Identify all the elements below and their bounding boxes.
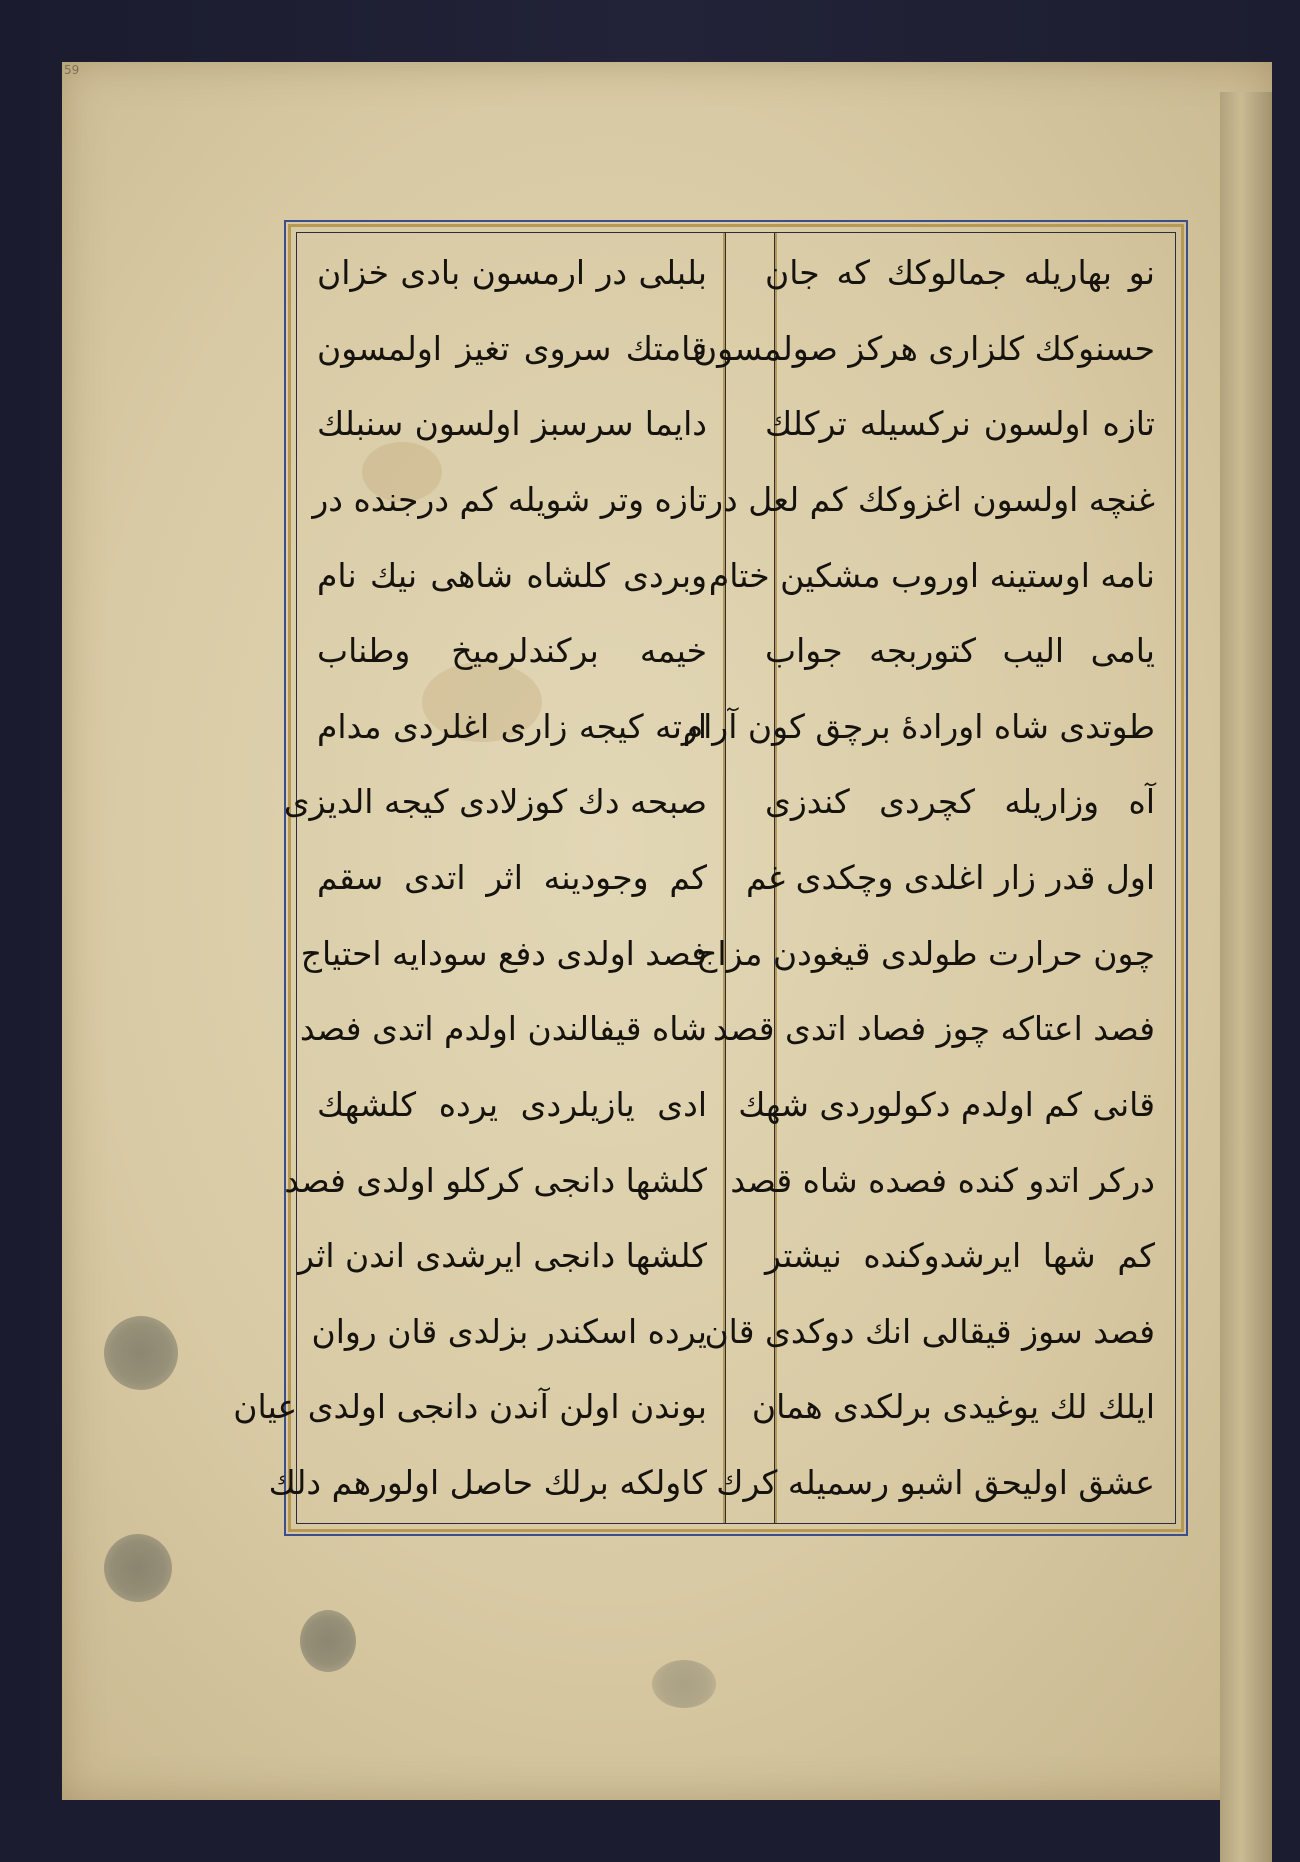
verse-line: ادی یازیلردی یرده کلشهك xyxy=(317,1084,707,1124)
ownership-seal xyxy=(104,1316,178,1390)
verse-line: صبحه دك کوزلادی کیجه الدیزی xyxy=(283,782,707,822)
ownership-seal xyxy=(104,1534,172,1602)
verse-line: قانی کم اولدم دکولوردی شهك xyxy=(738,1084,1155,1124)
text-block-frame xyxy=(233,220,1188,1536)
verse-line: فصد اعتاکه چوز فصاد اتدی قصد xyxy=(712,1009,1155,1049)
facing-page-edge xyxy=(1220,92,1272,1862)
verse-line: یامی الیب کتوربجه جواب xyxy=(765,631,1155,671)
verse-line: درکر اتدو کنده فصده شاه قصد xyxy=(730,1160,1155,1200)
verse-line: دایما سرسبز اولسون سنبلك xyxy=(317,404,707,444)
verse-line: خیمه برکندلرمیخ وطناب xyxy=(317,631,707,671)
verse-line: نو بهاریله جمالوکك که جان xyxy=(765,253,1155,292)
left-column xyxy=(233,243,707,1513)
verse-line: تازه وتر شویله کم درجنده در xyxy=(312,479,707,519)
verse-line: بلبلی در ارمسون بادی خزان xyxy=(317,253,707,292)
verse-line: حسنوکك کلزاری هرکز صولمسون xyxy=(692,328,1155,368)
verse-line: کم شها ایرشدوکنده نیشتر xyxy=(765,1236,1155,1276)
verse-line: یرده اسکندر بزلدی قان روان xyxy=(311,1311,707,1351)
verse-line: اول قدر زار اغلدی وچکدی غم xyxy=(745,858,1155,897)
verse-line: تازه اولسون نرکسیله ترکلك xyxy=(765,404,1155,444)
verse-line: عشق اولیحق اشبو رسمیله کرك xyxy=(716,1463,1155,1502)
verse-line: ارته کیجه زاری اغلردی مدام xyxy=(317,706,707,746)
verse-line: وبردی کلشاه شاهی نیك نام xyxy=(317,555,707,595)
verse-line: شاه قیفالندن اولدم اتدی فصد xyxy=(299,1009,707,1049)
text-block-inner-rule xyxy=(233,232,1176,1524)
verse-line: نامه اوستینه اوروب مشکین ختام xyxy=(708,555,1155,595)
verse-line: طوتدی شاه اورادهٔ برچق کون آرام xyxy=(682,706,1155,746)
verse-line: ایلك لك یوغیدی برلکدی همان xyxy=(751,1387,1155,1427)
right-column xyxy=(682,243,1155,1513)
folio-number: 59 xyxy=(64,63,80,77)
verse-line: کلشها دانجی ایرشدی اندن اثر xyxy=(298,1236,707,1276)
ownership-seal xyxy=(652,1660,716,1708)
verse-line: فصد اولدی دفع سودایه احتیاج xyxy=(300,933,707,973)
verse-line: غنچه اولسون اغزوکك کم لعل در xyxy=(707,479,1155,519)
verse-line: بوندن اولن آندن دانجی اولدی عیان xyxy=(233,1387,707,1427)
verse-line: فصد سوز قیقالی انك دوکدی قان xyxy=(704,1311,1155,1351)
verse-line: قامتك سروی تغیز اولمسون xyxy=(317,328,707,368)
verse-line: کم وجودینه اثر اتدی سقم xyxy=(317,858,707,897)
verse-line: چون حرارت طولدی قیغودن مزاج xyxy=(696,933,1155,973)
verse-line: کلشها دانجی کرکلو اولدی فصد xyxy=(284,1160,707,1200)
verse-line: کاولکه برلك حاصل اولورهم دلك xyxy=(268,1463,707,1502)
verse-line: آه وزاریله کچردی کندزی xyxy=(765,782,1155,822)
ownership-seal xyxy=(300,1610,356,1672)
